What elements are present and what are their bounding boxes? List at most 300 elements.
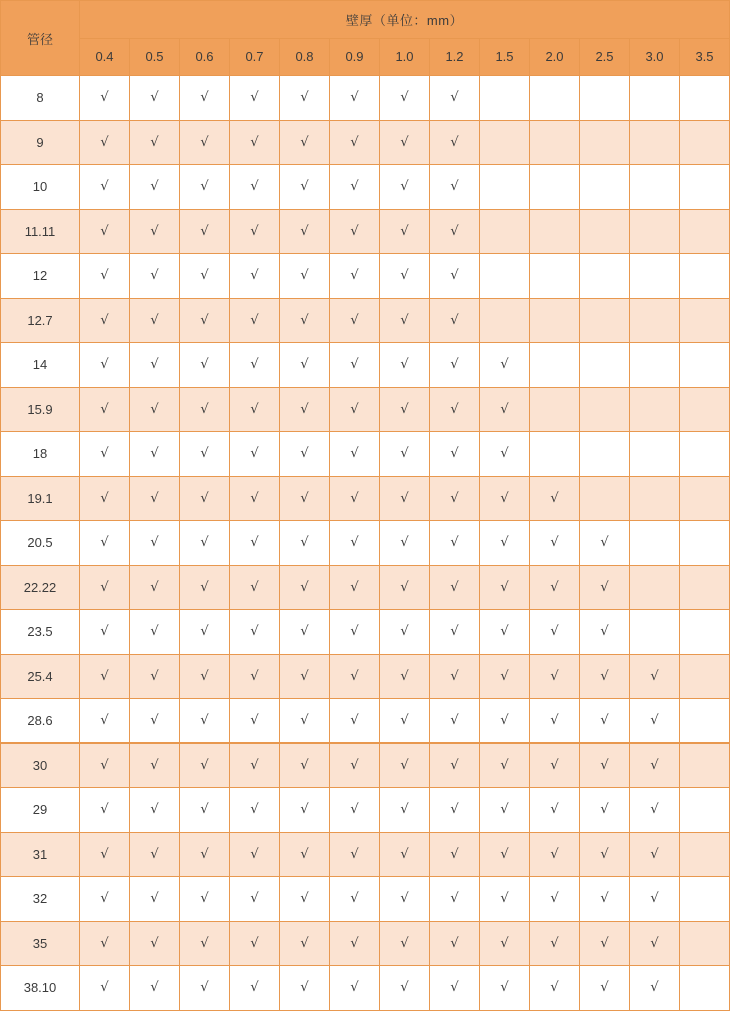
check-icon: √ bbox=[480, 832, 530, 877]
row-label-diameter: 30 bbox=[1, 743, 80, 788]
check-icon: √ bbox=[130, 298, 180, 343]
check-icon: √ bbox=[330, 387, 380, 432]
check-icon: √ bbox=[130, 699, 180, 744]
check-icon: √ bbox=[180, 565, 230, 610]
header-thickness-1.0: 1.0 bbox=[380, 38, 430, 76]
empty-cell bbox=[680, 832, 730, 877]
check-icon: √ bbox=[130, 387, 180, 432]
empty-cell bbox=[680, 921, 730, 966]
empty-cell bbox=[680, 565, 730, 610]
empty-cell bbox=[480, 165, 530, 210]
empty-cell bbox=[680, 343, 730, 388]
check-icon: √ bbox=[480, 387, 530, 432]
check-icon: √ bbox=[230, 209, 280, 254]
check-icon: √ bbox=[530, 877, 580, 922]
check-icon: √ bbox=[480, 521, 530, 566]
check-icon: √ bbox=[580, 743, 630, 788]
check-icon: √ bbox=[430, 298, 480, 343]
check-icon: √ bbox=[380, 966, 430, 1011]
check-icon: √ bbox=[230, 120, 280, 165]
empty-cell bbox=[630, 521, 680, 566]
check-icon: √ bbox=[380, 476, 430, 521]
table-row bbox=[1, 654, 730, 699]
check-icon: √ bbox=[280, 921, 330, 966]
check-icon: √ bbox=[430, 699, 480, 744]
check-icon: √ bbox=[380, 743, 430, 788]
check-icon: √ bbox=[80, 966, 130, 1011]
check-icon: √ bbox=[380, 432, 430, 477]
check-icon: √ bbox=[430, 387, 480, 432]
check-icon: √ bbox=[580, 565, 630, 610]
check-icon: √ bbox=[80, 654, 130, 699]
empty-cell bbox=[630, 610, 680, 655]
table-row bbox=[1, 120, 730, 165]
check-icon: √ bbox=[280, 476, 330, 521]
header-thickness-3.0: 3.0 bbox=[630, 38, 680, 76]
check-icon: √ bbox=[80, 432, 130, 477]
check-icon: √ bbox=[180, 610, 230, 655]
check-icon: √ bbox=[130, 743, 180, 788]
row-label-diameter: 9 bbox=[1, 120, 80, 165]
check-icon: √ bbox=[330, 76, 380, 121]
header-wall-thickness-group: 壁厚（单位：mm） bbox=[80, 1, 730, 39]
check-icon: √ bbox=[380, 387, 430, 432]
check-icon: √ bbox=[80, 254, 130, 299]
check-icon: √ bbox=[330, 521, 380, 566]
check-icon: √ bbox=[430, 209, 480, 254]
empty-cell bbox=[680, 610, 730, 655]
table-row bbox=[1, 209, 730, 254]
table-row bbox=[1, 521, 730, 566]
check-icon: √ bbox=[280, 209, 330, 254]
header-thickness-0.9: 0.9 bbox=[330, 38, 380, 76]
row-label-diameter: 31 bbox=[1, 832, 80, 877]
check-icon: √ bbox=[330, 654, 380, 699]
check-icon: √ bbox=[580, 654, 630, 699]
empty-cell bbox=[530, 76, 580, 121]
empty-cell bbox=[680, 743, 730, 788]
check-icon: √ bbox=[230, 921, 280, 966]
check-icon: √ bbox=[330, 832, 380, 877]
row-label-diameter: 12 bbox=[1, 254, 80, 299]
empty-cell bbox=[530, 120, 580, 165]
check-icon: √ bbox=[530, 832, 580, 877]
table-row bbox=[1, 76, 730, 121]
check-icon: √ bbox=[630, 743, 680, 788]
row-label-diameter: 15.9 bbox=[1, 387, 80, 432]
empty-cell bbox=[630, 298, 680, 343]
empty-cell bbox=[680, 654, 730, 699]
empty-cell bbox=[530, 298, 580, 343]
check-icon: √ bbox=[330, 966, 380, 1011]
header-thickness-0.6: 0.6 bbox=[180, 38, 230, 76]
check-icon: √ bbox=[280, 298, 330, 343]
check-icon: √ bbox=[380, 832, 430, 877]
row-label-diameter: 35 bbox=[1, 921, 80, 966]
check-icon: √ bbox=[330, 476, 380, 521]
check-icon: √ bbox=[280, 877, 330, 922]
row-label-diameter: 14 bbox=[1, 343, 80, 388]
check-icon: √ bbox=[180, 788, 230, 833]
check-icon: √ bbox=[430, 476, 480, 521]
check-icon: √ bbox=[330, 343, 380, 388]
check-icon: √ bbox=[630, 966, 680, 1011]
empty-cell bbox=[630, 432, 680, 477]
check-icon: √ bbox=[630, 832, 680, 877]
check-icon: √ bbox=[280, 254, 330, 299]
empty-cell bbox=[530, 165, 580, 210]
empty-cell bbox=[630, 387, 680, 432]
table-row bbox=[1, 699, 730, 744]
row-label-diameter: 32 bbox=[1, 877, 80, 922]
check-icon: √ bbox=[180, 343, 230, 388]
check-icon: √ bbox=[280, 788, 330, 833]
check-icon: √ bbox=[430, 743, 480, 788]
check-icon: √ bbox=[130, 209, 180, 254]
check-icon: √ bbox=[630, 877, 680, 922]
check-icon: √ bbox=[230, 877, 280, 922]
check-icon: √ bbox=[230, 298, 280, 343]
check-icon: √ bbox=[180, 76, 230, 121]
check-icon: √ bbox=[580, 610, 630, 655]
check-icon: √ bbox=[330, 165, 380, 210]
check-icon: √ bbox=[580, 921, 630, 966]
check-icon: √ bbox=[230, 788, 280, 833]
check-icon: √ bbox=[530, 743, 580, 788]
check-icon: √ bbox=[230, 432, 280, 477]
check-icon: √ bbox=[130, 565, 180, 610]
header-thickness-2.5: 2.5 bbox=[580, 38, 630, 76]
check-icon: √ bbox=[530, 565, 580, 610]
empty-cell bbox=[680, 476, 730, 521]
check-icon: √ bbox=[330, 565, 380, 610]
check-icon: √ bbox=[80, 788, 130, 833]
check-icon: √ bbox=[130, 610, 180, 655]
check-icon: √ bbox=[530, 699, 580, 744]
table-body bbox=[1, 76, 730, 1011]
check-icon: √ bbox=[530, 921, 580, 966]
empty-cell bbox=[630, 209, 680, 254]
empty-cell bbox=[630, 476, 680, 521]
check-icon: √ bbox=[280, 966, 330, 1011]
check-icon: √ bbox=[580, 788, 630, 833]
check-icon: √ bbox=[630, 654, 680, 699]
check-icon: √ bbox=[380, 209, 430, 254]
check-icon: √ bbox=[230, 476, 280, 521]
check-icon: √ bbox=[280, 832, 330, 877]
empty-cell bbox=[680, 209, 730, 254]
empty-cell bbox=[580, 343, 630, 388]
check-icon: √ bbox=[280, 432, 330, 477]
row-label-diameter: 12.7 bbox=[1, 298, 80, 343]
check-icon: √ bbox=[430, 521, 480, 566]
check-icon: √ bbox=[430, 966, 480, 1011]
check-icon: √ bbox=[80, 610, 130, 655]
empty-cell bbox=[680, 432, 730, 477]
check-icon: √ bbox=[330, 788, 380, 833]
header-thickness-2.0: 2.0 bbox=[530, 38, 580, 76]
header-thickness-0.7: 0.7 bbox=[230, 38, 280, 76]
table-row bbox=[1, 254, 730, 299]
check-icon: √ bbox=[430, 565, 480, 610]
check-icon: √ bbox=[280, 387, 330, 432]
check-icon: √ bbox=[130, 76, 180, 121]
row-label-diameter: 23.5 bbox=[1, 610, 80, 655]
check-icon: √ bbox=[480, 877, 530, 922]
check-icon: √ bbox=[80, 120, 130, 165]
check-icon: √ bbox=[480, 654, 530, 699]
check-icon: √ bbox=[380, 120, 430, 165]
empty-cell bbox=[580, 432, 630, 477]
empty-cell bbox=[630, 76, 680, 121]
check-icon: √ bbox=[180, 699, 230, 744]
check-icon: √ bbox=[130, 877, 180, 922]
check-icon: √ bbox=[180, 298, 230, 343]
check-icon: √ bbox=[380, 788, 430, 833]
check-icon: √ bbox=[230, 343, 280, 388]
check-icon: √ bbox=[230, 654, 280, 699]
check-icon: √ bbox=[80, 565, 130, 610]
check-icon: √ bbox=[580, 877, 630, 922]
check-icon: √ bbox=[580, 699, 630, 744]
check-icon: √ bbox=[530, 788, 580, 833]
check-icon: √ bbox=[430, 343, 480, 388]
check-icon: √ bbox=[180, 966, 230, 1011]
table-row bbox=[1, 165, 730, 210]
check-icon: √ bbox=[130, 476, 180, 521]
check-icon: √ bbox=[130, 254, 180, 299]
header-thickness-1.2: 1.2 bbox=[430, 38, 480, 76]
check-icon: √ bbox=[80, 165, 130, 210]
check-icon: √ bbox=[430, 254, 480, 299]
check-icon: √ bbox=[480, 476, 530, 521]
row-label-diameter: 19.1 bbox=[1, 476, 80, 521]
empty-cell bbox=[580, 76, 630, 121]
check-icon: √ bbox=[580, 966, 630, 1011]
check-icon: √ bbox=[380, 565, 430, 610]
check-icon: √ bbox=[180, 254, 230, 299]
empty-cell bbox=[530, 254, 580, 299]
table-row bbox=[1, 343, 730, 388]
check-icon: √ bbox=[380, 921, 430, 966]
row-label-diameter: 18 bbox=[1, 432, 80, 477]
check-icon: √ bbox=[380, 298, 430, 343]
check-icon: √ bbox=[330, 120, 380, 165]
header-thickness-3.5: 3.5 bbox=[680, 38, 730, 76]
check-icon: √ bbox=[530, 654, 580, 699]
check-icon: √ bbox=[230, 610, 280, 655]
check-icon: √ bbox=[80, 832, 130, 877]
row-label-diameter: 11.11 bbox=[1, 209, 80, 254]
check-icon: √ bbox=[80, 877, 130, 922]
check-icon: √ bbox=[180, 476, 230, 521]
check-icon: √ bbox=[530, 476, 580, 521]
check-icon: √ bbox=[130, 832, 180, 877]
empty-cell bbox=[580, 476, 630, 521]
empty-cell bbox=[580, 387, 630, 432]
check-icon: √ bbox=[80, 209, 130, 254]
check-icon: √ bbox=[380, 654, 430, 699]
check-icon: √ bbox=[580, 832, 630, 877]
check-icon: √ bbox=[430, 921, 480, 966]
check-icon: √ bbox=[230, 254, 280, 299]
check-icon: √ bbox=[280, 165, 330, 210]
check-icon: √ bbox=[280, 76, 330, 121]
row-label-diameter: 28.6 bbox=[1, 699, 80, 744]
check-icon: √ bbox=[480, 966, 530, 1011]
check-icon: √ bbox=[130, 165, 180, 210]
check-icon: √ bbox=[280, 343, 330, 388]
check-icon: √ bbox=[430, 654, 480, 699]
header-row-group bbox=[1, 1, 730, 39]
empty-cell bbox=[580, 298, 630, 343]
table-row bbox=[1, 832, 730, 877]
check-icon: √ bbox=[280, 610, 330, 655]
check-icon: √ bbox=[80, 521, 130, 566]
empty-cell bbox=[680, 120, 730, 165]
check-icon: √ bbox=[330, 209, 380, 254]
check-icon: √ bbox=[230, 165, 280, 210]
check-icon: √ bbox=[80, 699, 130, 744]
check-icon: √ bbox=[380, 699, 430, 744]
check-icon: √ bbox=[430, 788, 480, 833]
check-icon: √ bbox=[430, 120, 480, 165]
check-icon: √ bbox=[280, 565, 330, 610]
empty-cell bbox=[680, 298, 730, 343]
empty-cell bbox=[530, 209, 580, 254]
check-icon: √ bbox=[180, 521, 230, 566]
check-icon: √ bbox=[130, 921, 180, 966]
table-row bbox=[1, 432, 730, 477]
check-icon: √ bbox=[130, 966, 180, 1011]
check-icon: √ bbox=[430, 432, 480, 477]
check-icon: √ bbox=[430, 610, 480, 655]
row-label-diameter: 8 bbox=[1, 76, 80, 121]
check-icon: √ bbox=[180, 921, 230, 966]
check-icon: √ bbox=[630, 788, 680, 833]
check-icon: √ bbox=[530, 610, 580, 655]
check-icon: √ bbox=[180, 743, 230, 788]
check-icon: √ bbox=[330, 432, 380, 477]
check-icon: √ bbox=[80, 476, 130, 521]
check-icon: √ bbox=[230, 832, 280, 877]
row-label-diameter: 29 bbox=[1, 788, 80, 833]
check-icon: √ bbox=[330, 298, 380, 343]
empty-cell bbox=[680, 387, 730, 432]
check-icon: √ bbox=[480, 432, 530, 477]
check-icon: √ bbox=[280, 654, 330, 699]
empty-cell bbox=[680, 521, 730, 566]
empty-cell bbox=[680, 76, 730, 121]
check-icon: √ bbox=[480, 610, 530, 655]
table-row bbox=[1, 921, 730, 966]
check-icon: √ bbox=[530, 966, 580, 1011]
header-thickness-0.8: 0.8 bbox=[280, 38, 330, 76]
empty-cell bbox=[680, 165, 730, 210]
check-icon: √ bbox=[180, 432, 230, 477]
check-icon: √ bbox=[180, 877, 230, 922]
check-icon: √ bbox=[380, 521, 430, 566]
check-icon: √ bbox=[380, 610, 430, 655]
check-icon: √ bbox=[230, 966, 280, 1011]
check-icon: √ bbox=[380, 877, 430, 922]
check-icon: √ bbox=[280, 699, 330, 744]
check-icon: √ bbox=[430, 165, 480, 210]
check-icon: √ bbox=[130, 343, 180, 388]
check-icon: √ bbox=[480, 788, 530, 833]
check-icon: √ bbox=[80, 76, 130, 121]
check-icon: √ bbox=[580, 521, 630, 566]
check-icon: √ bbox=[330, 921, 380, 966]
check-icon: √ bbox=[180, 832, 230, 877]
check-icon: √ bbox=[80, 743, 130, 788]
check-icon: √ bbox=[430, 832, 480, 877]
empty-cell bbox=[530, 343, 580, 388]
table-row bbox=[1, 476, 730, 521]
table-row bbox=[1, 610, 730, 655]
table-head bbox=[1, 1, 730, 76]
empty-cell bbox=[530, 387, 580, 432]
empty-cell bbox=[630, 343, 680, 388]
check-icon: √ bbox=[430, 877, 480, 922]
check-icon: √ bbox=[180, 165, 230, 210]
check-icon: √ bbox=[130, 120, 180, 165]
table-row bbox=[1, 877, 730, 922]
empty-cell bbox=[680, 254, 730, 299]
check-icon: √ bbox=[180, 120, 230, 165]
check-icon: √ bbox=[280, 120, 330, 165]
check-icon: √ bbox=[430, 76, 480, 121]
check-icon: √ bbox=[80, 387, 130, 432]
empty-cell bbox=[480, 120, 530, 165]
check-icon: √ bbox=[280, 521, 330, 566]
empty-cell bbox=[580, 254, 630, 299]
check-icon: √ bbox=[130, 432, 180, 477]
empty-cell bbox=[530, 432, 580, 477]
check-icon: √ bbox=[230, 521, 280, 566]
row-label-diameter: 10 bbox=[1, 165, 80, 210]
check-icon: √ bbox=[130, 788, 180, 833]
check-icon: √ bbox=[380, 343, 430, 388]
empty-cell bbox=[580, 165, 630, 210]
row-label-diameter: 20.5 bbox=[1, 521, 80, 566]
check-icon: √ bbox=[380, 254, 430, 299]
header-diameter: 管径 bbox=[1, 1, 80, 76]
table-row bbox=[1, 565, 730, 610]
check-icon: √ bbox=[480, 699, 530, 744]
empty-cell bbox=[680, 966, 730, 1011]
check-icon: √ bbox=[630, 699, 680, 744]
empty-cell bbox=[630, 565, 680, 610]
header-row-thickness bbox=[1, 38, 730, 76]
table-row bbox=[1, 387, 730, 432]
empty-cell bbox=[480, 76, 530, 121]
table-row bbox=[1, 788, 730, 833]
check-icon: √ bbox=[230, 699, 280, 744]
check-icon: √ bbox=[130, 654, 180, 699]
check-icon: √ bbox=[630, 921, 680, 966]
table-row bbox=[1, 743, 730, 788]
row-label-diameter: 22.22 bbox=[1, 565, 80, 610]
check-icon: √ bbox=[480, 743, 530, 788]
empty-cell bbox=[480, 298, 530, 343]
header-thickness-0.4: 0.4 bbox=[80, 38, 130, 76]
check-icon: √ bbox=[480, 921, 530, 966]
header-thickness-1.5: 1.5 bbox=[480, 38, 530, 76]
table-row bbox=[1, 966, 730, 1011]
check-icon: √ bbox=[480, 343, 530, 388]
check-icon: √ bbox=[80, 298, 130, 343]
